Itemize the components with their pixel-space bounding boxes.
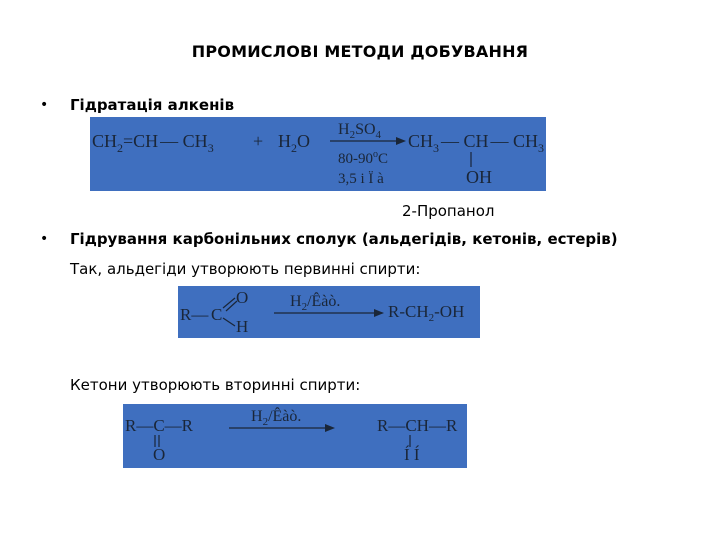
ketone-reactant: R—C—R <box>125 416 194 435</box>
ketone-reaction-scheme <box>123 404 467 468</box>
page-title: ПРОМИСЛОВІ МЕТОДИ ДОБУВАННЯ <box>191 42 529 61</box>
conditions-temperature: 80-90$^o$C <box>338 149 389 167</box>
ketone-product-hydroxyl: Í Í <box>404 445 420 464</box>
arrow-head <box>396 137 406 145</box>
aldehyde-r-group: R— <box>180 305 209 324</box>
section-heading-hydrogenation: Гідрування карбонільних сполук (альдегідів, кетонів, естерів) <box>70 230 618 248</box>
bullet-marker: • <box>40 97 49 113</box>
ch-bond <box>223 318 235 326</box>
arrow-head <box>325 424 335 432</box>
aldehyde-reagent: $H_2$/Êàò. <box>290 293 341 313</box>
product-name-label: 2-Пропанол <box>402 202 495 220</box>
aldehyde-product: $R-CH_2-OH$ <box>388 302 465 324</box>
aldehyde-oxygen: O <box>236 288 249 307</box>
product-hydroxyl: OH <box>466 167 492 187</box>
ketone-intro-text: Кетони утворюють вторинні спирти: <box>70 376 361 394</box>
aldehyde-hydrogen: H <box>236 317 249 336</box>
conditions-pressure: 3,5 і Ї à <box>338 171 384 187</box>
aldehyde-reaction-scheme <box>178 286 480 338</box>
section-heading-hydration: Гідратація алкенів <box>70 96 235 114</box>
aldehyde-carbon: C <box>211 305 223 324</box>
aldehyde-intro-text: Так, альдегіди утворюють первинні спирти: <box>70 260 421 278</box>
ketone-reagent: $H_2$/Êàò. <box>251 408 302 428</box>
ketone-oxygen: O <box>153 445 166 464</box>
catalyst-label: $H_2SO_4$ <box>338 121 382 141</box>
arrow-head <box>374 309 384 317</box>
plus-sign: + <box>253 131 264 151</box>
bullet-marker: • <box>40 231 49 247</box>
product-chain: $CH_3$ — CH — $CH_3$ <box>408 131 545 155</box>
hydration-reaction-scheme <box>90 117 546 191</box>
reactant-water: $H_2O$ <box>278 131 310 155</box>
reactant-propene: $CH_2=CH$ — $CH_3$ <box>92 131 214 155</box>
carbonyl-bond <box>223 298 235 308</box>
ketone-product: R—CH—R <box>377 416 458 435</box>
